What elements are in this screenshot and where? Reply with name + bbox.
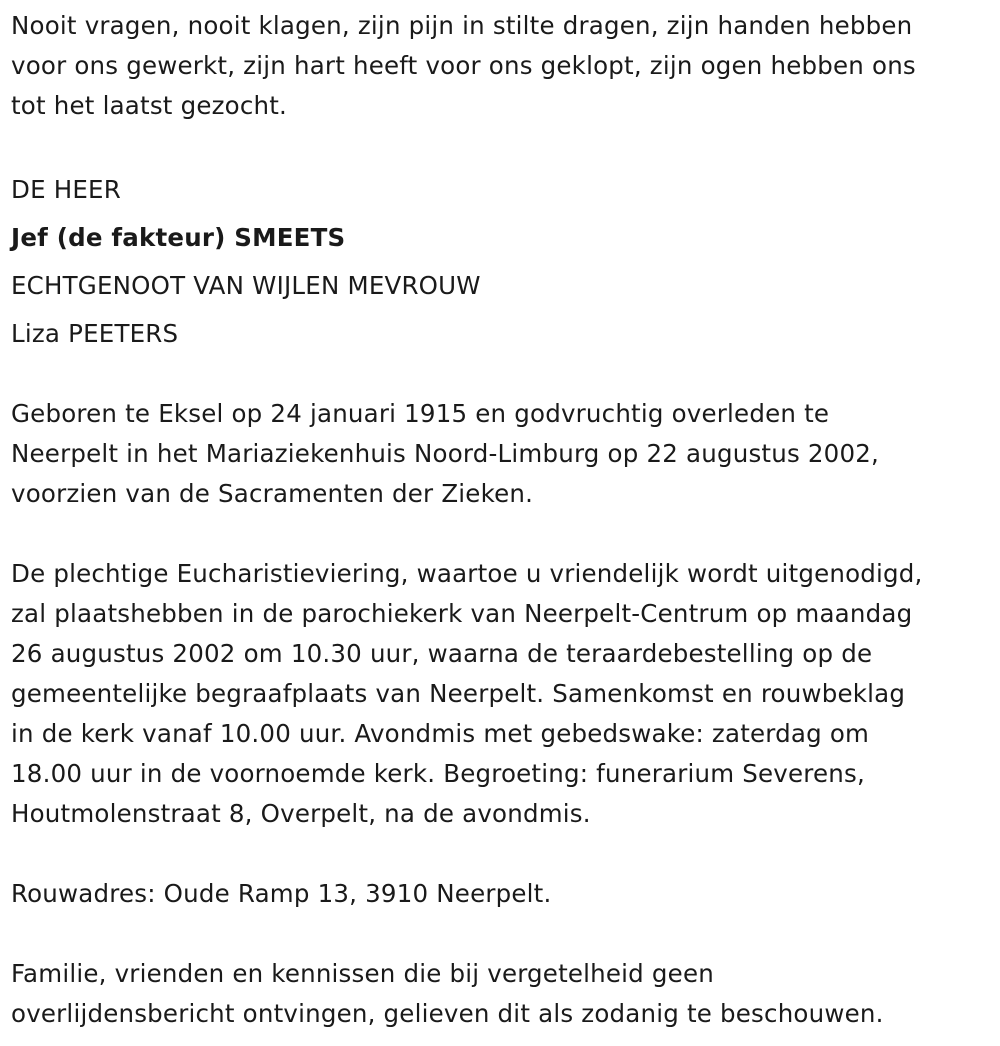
intro-line: Nooit vragen, nooit klagen, zijn pijn in stilte dragen, zijn handen hebben	[11, 11, 913, 40]
ceremony-line: in de kerk vanaf 10.00 uur. Avondmis met gebedswake: zaterdag om	[11, 719, 870, 748]
ceremony-line: 26 augustus 2002 om 10.30 uur, waarna de teraardebestelling op de	[11, 639, 873, 668]
birth-death-line: voorzien van de Sacramenten der Zieken.	[11, 479, 534, 508]
intro-line: voor ons gewerkt, zijn hart heeft voor ons geklopt, zijn ogen hebben ons	[11, 51, 916, 80]
deceased-name: Jef (de fakteur) SMEETS	[11, 223, 346, 252]
birth-death-paragraph	[11, 394, 996, 514]
spacer	[11, 914, 996, 954]
obituary-document	[11, 6, 996, 1034]
relation-text: ECHTGENOOT VAN WIJLEN MEVROUW	[11, 271, 481, 300]
closing-line: Familie, vrienden en kennissen die bij vergetelheid geen	[11, 959, 714, 988]
birth-death-line: Geboren te Eksel op 24 januari 1915 en godvruchtig overleden te	[11, 399, 830, 428]
title-prefix: DE HEER	[11, 175, 121, 204]
ceremony-paragraph	[11, 554, 996, 834]
ceremony-line: gemeentelijke begraafplaats van Neerpelt. Samenkomst en rouwbeklag	[11, 679, 906, 708]
ceremony-line: 18.00 uur in de voornoemde kerk. Begroeting: funerarium Severens,	[11, 759, 865, 788]
spacer	[11, 514, 996, 554]
birth-death-line: Neerpelt in het Mariaziekenhuis Noord-Limburg op 22 augustus 2002,	[11, 439, 880, 468]
spacer	[11, 126, 996, 166]
spouse-name: Liza PEETERS	[11, 319, 179, 348]
spacer	[11, 834, 996, 874]
spacer	[11, 358, 996, 394]
intro-paragraph	[11, 6, 996, 126]
ceremony-line: De plechtige Eucharistieviering, waartoe u vriendelijk wordt uitgenodigd,	[11, 559, 923, 588]
ceremony-line: zal plaatshebben in de parochiekerk van Neerpelt-Centrum op maandag	[11, 599, 913, 628]
mourning-address: Rouwadres: Oude Ramp 13, 3910 Neerpelt.	[11, 879, 552, 908]
closing-line: overlijdensbericht ontvingen, gelieven dit als zodanig te beschouwen.	[11, 999, 884, 1028]
name-block	[11, 166, 996, 358]
closing-paragraph	[11, 954, 996, 1034]
ceremony-line: Houtmolenstraat 8, Overpelt, na de avondmis.	[11, 799, 591, 828]
intro-line: tot het laatst gezocht.	[11, 91, 288, 120]
